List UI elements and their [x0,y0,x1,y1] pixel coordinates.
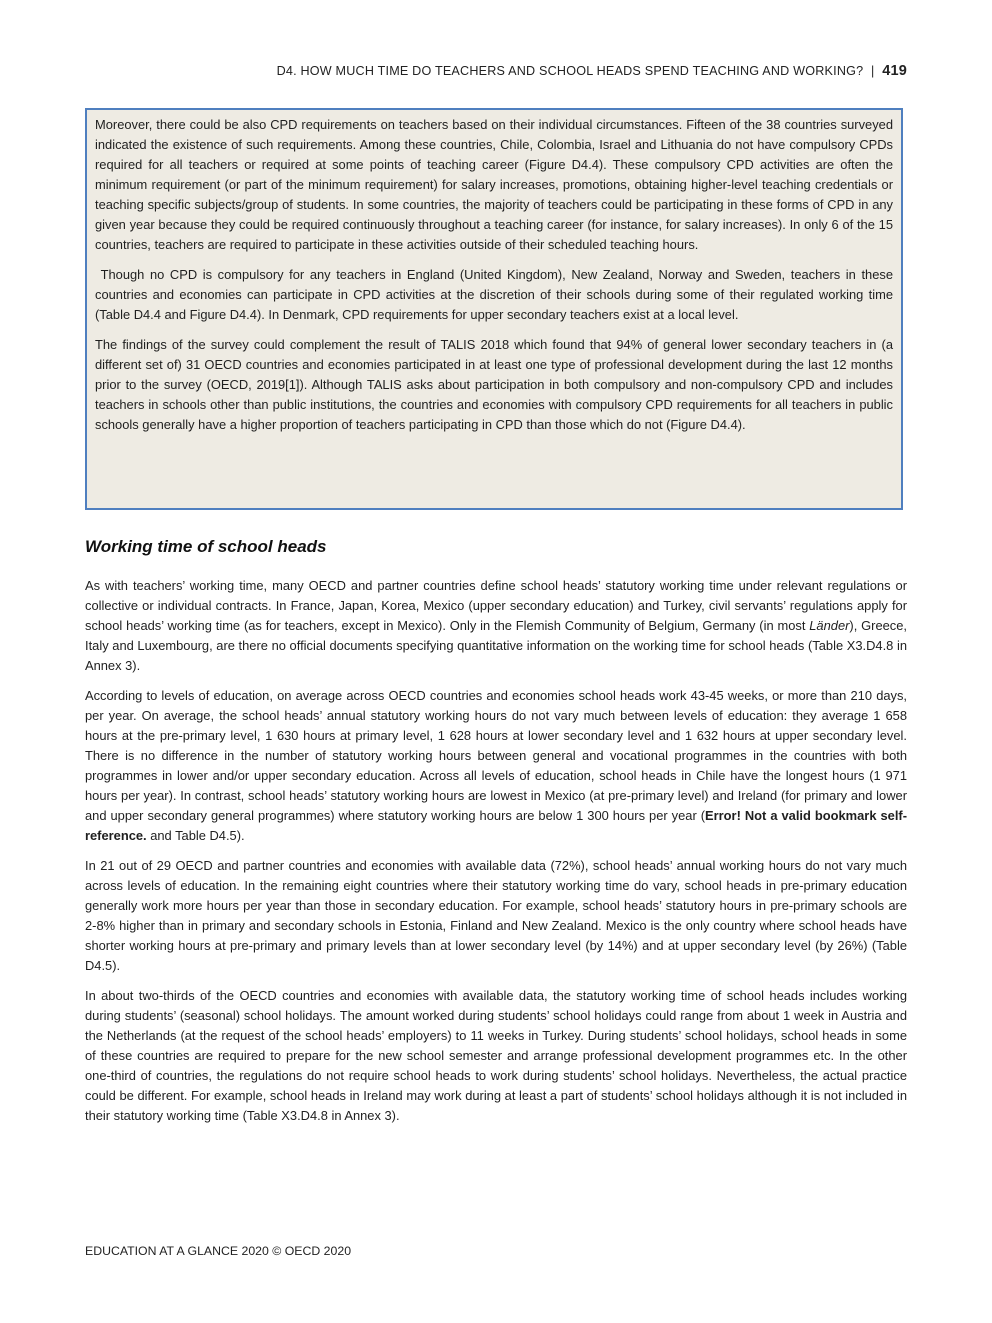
body-paragraph-3: In 21 out of 29 OECD and partner countries and economies with available data (72%), school heads’ annual working hours do not vary much across levels of education. In the remaining eight countries where their statutory working time do vary, school heads in pre-primary education generally work more hours per year than those in secondary education. For example, school heads’ statutory hours in pre-primary schools are 2-8% higher than in primary and secondary schools in Estonia, Finland and New Zealand. Mexico is the only country where school heads have shorter working hours at pre-primary and primary levels than at lower secondary level (by 14%) and at upper secondary level (by 26%) (Table D4.5). [85,858,907,973]
box-paragraph-2: Though no CPD is compulsory for any teachers in England (United Kingdom), New Zealand, Norway and Sweden, teachers in these countries and economies can participate in CPD activities at the discretion of their schools during some of their regulated working time (Table D4.4 and Figure D4.4). In Denmark, CPD requirements for upper secondary teachers exist at a local level. [95,267,897,322]
body-paragraph-2 [85,686,907,846]
cpd-box [85,108,903,510]
box-paragraph-3: The findings of the survey could complement the result of TALIS 2018 which found that 94% of general lower secondary teachers in (a different set of) 31 OECD countries and economies participated in at least one type of professional development during the last 12 months prior to the survey (OECD, 2019[1]). Although TALIS asks about participation in both compulsory and non-compulsory CPD and includes teachers in schools other than public institutions, the countries and economies with compulsory CPD requirements for all teachers in public schools generally have a higher proportion of teachers participating in CPD than those which do not (Figure D4.4). [95,337,893,432]
running-title: D4. HOW MUCH TIME DO TEACHERS AND SCHOOL HEADS SPEND TEACHING AND WORKING? [276,64,864,78]
header-separator: | [871,64,875,78]
body-paragraph-1-text-a: As with teachers’ working time, many OECD and partner countries define school heads’ statutory working time under relevant regulations or collective or individual contracts. In France, Japan, Korea, Mexico (upper secondary education) and Turkey, civil servants’ regulations apply for school heads’ working time (as for teachers, except in Mexico). Only in the Flemish Community of Belgium, Germany (in most [85,578,907,633]
section-heading: Working time of school heads [85,537,327,556]
body-paragraph-4: In about two-thirds of the OECD countries and economies with available data, the statutory working time of school heads includes working during students’ (seasonal) school holidays. The amount worked during students’ school holidays could range from about 1 week in Austria and the Netherlands (at the request of the school heads’ employers) to 11 weeks in Turkey. During students’ school holidays, school heads in some of these countries are required to prepare for the new school semester and arrange professional development programmes etc. In the other one-third of countries, the regulations do not require school heads to work during students’ school holidays. Nevertheless, the actual practice could be different. For example, school heads in Ireland may work during at least a part of students’ school holidays although it is not included in their statutory working time (Table X3.D4.8 in Annex 3). [85,988,907,1123]
running-header [277,63,907,79]
bookmark-error-text: Error! Not a valid bookmark self-reference. [85,808,907,843]
body-paragraph-2-text-a: According to levels of education, on average across OECD countries and economies school heads work 43-45 weeks, or more than 210 days, per year. On average, the school heads’ annual statutory working hours do not vary much between levels of education: they average 1 658 hours at the pre-primary level, 1 630 hours at primary level, 1 628 hours at lower secondary level and 1 632 hours at upper secondary level. There is no difference in the number of statutory working hours between general and vocational programmes in the countries with both programmes in lower and/or upper secondary education. Across all levels of education, school heads in Chile have the longest hours (1 971 hours per year). In contrast, school heads’ statutory working hours are lowest in Mexico (at pre-primary level) and Ireland (for primary and lower and upper secondary general programmes) where statutory working hours are below 1 300 hours per year ( [85,688,907,823]
page-footer: EDUCATION AT A GLANCE 2020 © OECD 2020 [85,1244,352,1258]
body-paragraph-1 [85,576,907,676]
body-paragraph-1-text-b: ), Greece, Italy and Luxembourg, are there no official documents specifying quantitative information on the working time for school heads (Table X3.D4.8 in Annex 3). [85,618,907,673]
section-body [85,576,907,1126]
body-paragraph-2-text-b: and Table D4.5). [146,828,245,843]
body-paragraph-1-emphasis: Länder [809,618,850,633]
page-number: 419 [882,63,907,79]
box-paragraph-1: Moreover, there could be also CPD requirements on teachers based on their individual circumstances. Fifteen of the 38 countries surveyed indicated the existence of such requirements. Among these countries, Chile, Colombia, Israel and Lithuania do not have compulsory CPDs required for all teachers or required at some points of teaching career (Figure D4.4). These compulsory CPD activities are often the minimum requirement (or part of the minimum requirement) for salary increases, promotions, obtaining higher-level teaching credentials or teaching specific subjects/group of students. In some countries, the majority of teachers could be participating in these forms of CPD in any given year because they could be required continuously throughout a teaching career (for instance, for salary increases). In only 6 of the 15 countries, teachers are required to participate in these activities outside of their scheduled teaching hours. [95,117,893,252]
